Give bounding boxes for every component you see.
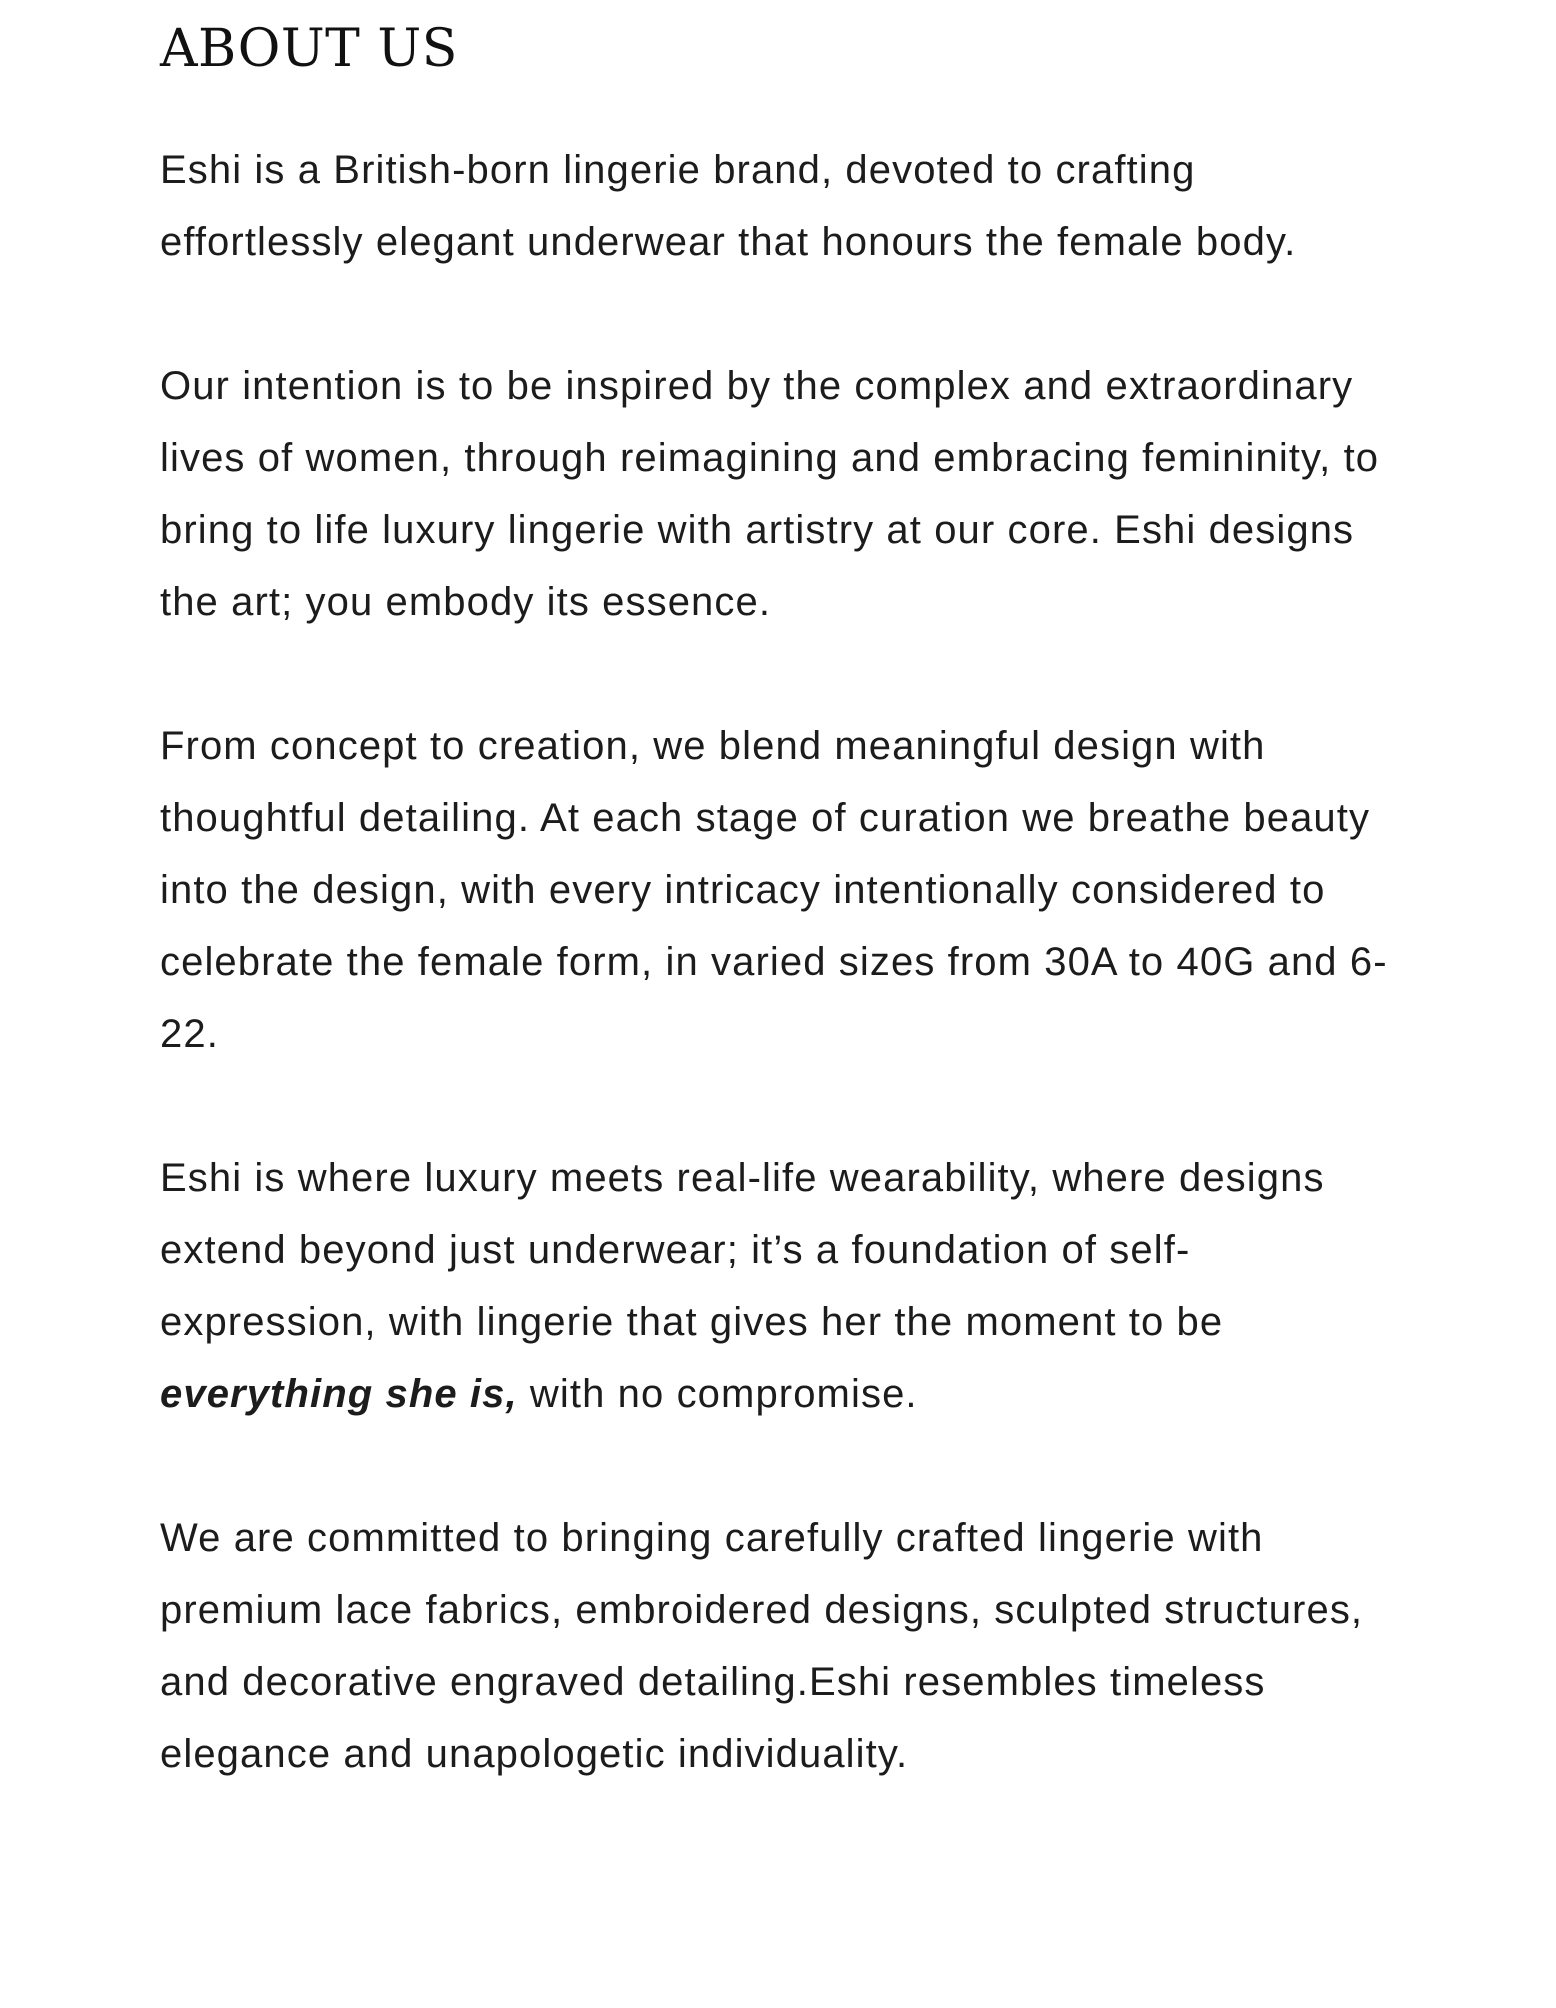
paragraph-design-process: From concept to creation, we blend meaningful design with thoughtful detailing. At each stage of curation we breathe beauty into the design, with every intricacy intentionally considered to celebrate the female form, in varied sizes from 30A to 40G and 6-22. <box>160 724 1388 1056</box>
paragraph-wearability <box>160 1142 1400 1430</box>
wearability-text-start: Eshi is where luxury meets real-life wearability, where designs extend beyond just underwear; it’s a foundation of self-expression, with lingerie that gives her the moment to be <box>160 1156 1325 1344</box>
paragraph-brand-intro: Eshi is a British-born lingerie brand, devoted to crafting effortlessly elegant underwear that honours the female body. <box>160 148 1297 264</box>
about-content <box>160 134 1400 1790</box>
wearability-emphasis: everything she is, <box>160 1372 518 1416</box>
paragraph-commitment: We are committed to bringing carefully crafted lingerie with premium lace fabrics, embroidered designs, sculpted structures, and decorative engraved detailing.Eshi resembles timeless elegance and unapologetic individuality. <box>160 1516 1364 1776</box>
wearability-text-end: with no compromise. <box>517 1372 918 1416</box>
paragraph-intention: Our intention is to be inspired by the complex and extraordinary lives of women, through reimagining and embracing femininity, to bring to life luxury lingerie with artistry at our core. Eshi designs the art; you embody its essence. <box>160 364 1380 624</box>
page-title: ABOUT US <box>160 19 458 79</box>
